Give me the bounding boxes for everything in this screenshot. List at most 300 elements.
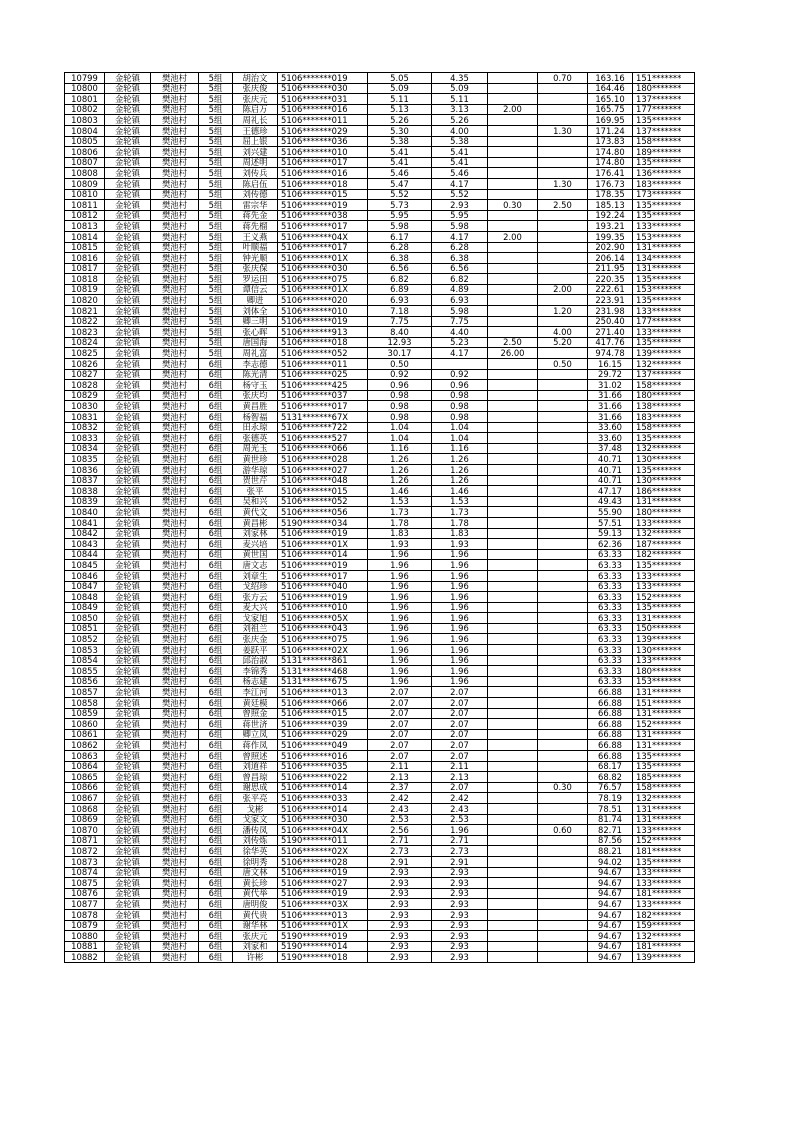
cell-area-a: 2.93 [432,941,488,952]
cell-group: 6组 [199,899,233,910]
cell-id-number: 5131*******468 [278,666,368,677]
cell-name: 周述明 [233,157,278,168]
cell-name: 屈上银 [233,136,278,147]
cell-area-a: 2.07 [432,719,488,730]
cell-town: 金轮镇 [105,729,151,740]
cell-town: 金轮镇 [105,125,151,136]
cell-area-c [538,189,588,200]
cell-id-number: 5190*******011 [278,835,368,846]
cell-name: 蒋先榴 [233,221,278,232]
cell-phone: 153******* [633,231,695,242]
cell-town: 金轮镇 [105,147,151,158]
cell-total-area: 0.98 [368,390,432,401]
table-row [65,178,695,189]
cell-phone: 180******* [633,666,695,677]
cell-name: 王德珍 [233,125,278,136]
cell-phone: 133******* [633,581,695,592]
cell-area-c [538,560,588,571]
cell-area-c [538,645,588,656]
table-row [65,517,695,528]
cell-phone: 137******* [633,369,695,380]
cell-row-number: 10811 [65,200,105,211]
cell-village: 樊池村 [151,560,199,571]
cell-phone: 139******* [633,348,695,359]
cell-area-a: 1.96 [432,634,488,645]
table-row [65,920,695,931]
cell-group: 6组 [199,920,233,931]
cell-total-area: 5.38 [368,136,432,147]
cell-village: 樊池村 [151,549,199,560]
cell-name: 雷宗华 [233,200,278,211]
cell-area-c [538,708,588,719]
cell-id-number: 5106*******01X [278,920,368,931]
cell-amount: 68.82 [588,772,633,783]
cell-name: 蒋先金 [233,210,278,221]
cell-row-number: 10834 [65,443,105,454]
cell-row-number: 10871 [65,835,105,846]
cell-amount: 417.76 [588,337,633,348]
cell-row-number: 10855 [65,666,105,677]
cell-total-area: 2.93 [368,867,432,878]
cell-row-number: 10861 [65,729,105,740]
cell-area-c: 1.20 [538,306,588,317]
cell-id-number: 5106*******038 [278,210,368,221]
cell-town: 金轮镇 [105,306,151,317]
cell-id-number: 5106*******017 [278,570,368,581]
cell-village: 樊池村 [151,878,199,889]
cell-id-number: 5106*******030 [278,83,368,94]
cell-amount: 171.24 [588,125,633,136]
cell-area-a: 5.11 [432,94,488,105]
cell-total-area: 2.37 [368,782,432,793]
cell-row-number: 10876 [65,888,105,899]
cell-name: 张平亮 [233,793,278,804]
cell-name: 卿三明 [233,316,278,327]
cell-row-number: 10879 [65,920,105,931]
cell-row-number: 10872 [65,846,105,857]
cell-phone: 130******* [633,645,695,656]
cell-row-number: 10854 [65,655,105,666]
cell-town: 金轮镇 [105,507,151,518]
cell-amount: 63.33 [588,634,633,645]
cell-area-a: 6.82 [432,274,488,285]
cell-town: 金轮镇 [105,920,151,931]
cell-row-number: 10828 [65,380,105,391]
cell-group: 6组 [199,592,233,603]
cell-group: 6组 [199,782,233,793]
cell-id-number: 5106*******01X [278,284,368,295]
cell-area-b [488,475,538,486]
cell-amount: 78.51 [588,803,633,814]
cell-town: 金轮镇 [105,793,151,804]
cell-total-area: 2.11 [368,761,432,772]
cell-area-a: 3.13 [432,104,488,115]
cell-name: 黄昌胜 [233,401,278,412]
cell-area-c [538,751,588,762]
cell-area-a: 2.91 [432,856,488,867]
cell-name: 周礼富 [233,348,278,359]
cell-name: 钟光顺 [233,253,278,264]
cell-row-number: 10803 [65,115,105,126]
cell-phone: 135******* [633,751,695,762]
cell-area-b [488,751,538,762]
cell-name: 潘传凤 [233,825,278,836]
cell-amount: 40.71 [588,454,633,465]
cell-phone: 151******* [633,73,695,84]
table-row [65,125,695,136]
cell-group: 6组 [199,634,233,645]
cell-village: 樊池村 [151,327,199,338]
cell-phone: 131******* [633,496,695,507]
cell-id-number: 5106*******015 [278,189,368,200]
cell-group: 5组 [199,73,233,84]
cell-village: 樊池村 [151,104,199,115]
cell-id-number: 5131*******861 [278,655,368,666]
cell-town: 金轮镇 [105,634,151,645]
cell-area-c: 0.30 [538,782,588,793]
cell-amount: 63.33 [588,560,633,571]
cell-name: 邱治淑 [233,655,278,666]
cell-area-a: 1.16 [432,443,488,454]
cell-area-c [538,676,588,687]
cell-name: 曾照金 [233,708,278,719]
cell-total-area: 2.93 [368,952,432,963]
cell-row-number: 10862 [65,740,105,751]
cell-town: 金轮镇 [105,549,151,560]
cell-row-number: 10841 [65,517,105,528]
cell-total-area: 2.93 [368,899,432,910]
cell-area-b [488,136,538,147]
cell-village: 樊池村 [151,73,199,84]
cell-area-c [538,899,588,910]
cell-name: 刘传德 [233,189,278,200]
cell-total-area: 1.16 [368,443,432,454]
cell-row-number: 10840 [65,507,105,518]
cell-area-a: 1.96 [432,549,488,560]
cell-town: 金轮镇 [105,443,151,454]
cell-town: 金轮镇 [105,104,151,115]
cell-area-a: 2.43 [432,803,488,814]
cell-area-a: 2.93 [432,200,488,211]
cell-total-area: 2.93 [368,878,432,889]
cell-area-c [538,570,588,581]
cell-row-number: 10850 [65,613,105,624]
cell-total-area: 30.17 [368,348,432,359]
cell-phone: 177******* [633,104,695,115]
table-row [65,306,695,317]
cell-town: 金轮镇 [105,221,151,232]
data-table [64,72,695,963]
cell-name: 张心晖 [233,327,278,338]
cell-total-area: 1.96 [368,676,432,687]
cell-area-c [538,221,588,232]
cell-group: 6组 [199,835,233,846]
cell-row-number: 10808 [65,168,105,179]
cell-name: 游华琼 [233,464,278,475]
cell-village: 樊池村 [151,380,199,391]
cell-id-number: 5106*******048 [278,475,368,486]
cell-amount: 94.67 [588,899,633,910]
cell-id-number: 5106*******527 [278,433,368,444]
cell-phone: 132******* [633,359,695,370]
cell-area-c [538,147,588,158]
cell-total-area: 2.07 [368,708,432,719]
cell-group: 5组 [199,306,233,317]
cell-area-a: 1.26 [432,464,488,475]
cell-row-number: 10816 [65,253,105,264]
cell-area-c [538,433,588,444]
cell-id-number: 5106*******049 [278,740,368,751]
cell-total-area: 1.96 [368,655,432,666]
cell-area-c [538,401,588,412]
cell-area-b [488,740,538,751]
cell-area-b [488,645,538,656]
table-row [65,581,695,592]
cell-area-c [538,623,588,634]
cell-village: 樊池村 [151,284,199,295]
cell-name: 胡治文 [233,73,278,84]
table-row [65,888,695,899]
table-row [65,941,695,952]
cell-total-area: 6.17 [368,231,432,242]
cell-phone: 152******* [633,835,695,846]
cell-total-area: 2.73 [368,846,432,857]
cell-phone: 137******* [633,94,695,105]
cell-area-a: 4.40 [432,327,488,338]
cell-area-a: 5.41 [432,157,488,168]
cell-name: 李锦秀 [233,666,278,677]
cell-phone: 135******* [633,200,695,211]
cell-id-number: 5106*******019 [278,888,368,899]
cell-id-number: 5131*******67X [278,412,368,423]
cell-name: 贺世芹 [233,475,278,486]
cell-area-a: 1.96 [432,613,488,624]
cell-phone: 182******* [633,909,695,920]
cell-id-number: 5106*******056 [278,507,368,518]
cell-total-area: 2.93 [368,941,432,952]
cell-area-b [488,803,538,814]
cell-group: 6组 [199,825,233,836]
cell-total-area: 2.56 [368,825,432,836]
table-row [65,253,695,264]
cell-amount: 63.33 [588,645,633,656]
cell-phone: 133******* [633,899,695,910]
cell-group: 6组 [199,931,233,942]
cell-group: 5组 [199,263,233,274]
cell-phone: 133******* [633,867,695,878]
cell-group: 6组 [199,613,233,624]
cell-id-number: 5106*******019 [278,73,368,84]
cell-area-b [488,581,538,592]
cell-phone: 136******* [633,168,695,179]
cell-town: 金轮镇 [105,581,151,592]
cell-total-area: 6.56 [368,263,432,274]
cell-group: 5组 [199,136,233,147]
cell-area-c: 5.20 [538,337,588,348]
cell-area-c [538,761,588,772]
cell-phone: 138******* [633,401,695,412]
cell-area-c [538,909,588,920]
cell-amount: 193.21 [588,221,633,232]
cell-area-b [488,634,538,645]
cell-area-c [538,952,588,963]
cell-area-b [488,306,538,317]
cell-village: 樊池村 [151,454,199,465]
cell-total-area: 1.96 [368,645,432,656]
cell-town: 金轮镇 [105,73,151,84]
cell-area-a: 7.75 [432,316,488,327]
cell-name: 刘兴建 [233,147,278,158]
cell-area-b [488,878,538,889]
cell-town: 金轮镇 [105,676,151,687]
cell-row-number: 10805 [65,136,105,147]
cell-id-number: 5106*******013 [278,909,368,920]
table-row [65,274,695,285]
cell-total-area: 2.07 [368,740,432,751]
cell-area-a: 2.07 [432,729,488,740]
cell-name: 陈启万 [233,104,278,115]
cell-group: 6组 [199,698,233,709]
cell-area-b [488,613,538,624]
cell-group: 6组 [199,464,233,475]
cell-area-b [488,623,538,634]
cell-name: 戈家旭 [233,613,278,624]
cell-area-a: 1.26 [432,454,488,465]
cell-amount: 68.17 [588,761,633,772]
cell-group: 5组 [199,94,233,105]
cell-area-b [488,443,538,454]
cell-area-c [538,454,588,465]
cell-row-number: 10819 [65,284,105,295]
cell-phone: 158******* [633,380,695,391]
cell-town: 金轮镇 [105,496,151,507]
cell-village: 樊池村 [151,645,199,656]
cell-area-c [538,931,588,942]
cell-amount: 63.33 [588,613,633,624]
cell-total-area: 2.53 [368,814,432,825]
cell-amount: 63.33 [588,570,633,581]
cell-area-c [538,920,588,931]
cell-name: 刘祖兰 [233,623,278,634]
cell-area-a: 0.98 [432,401,488,412]
cell-id-number: 5106*******014 [278,803,368,814]
cell-id-number: 5106*******037 [278,390,368,401]
cell-village: 樊池村 [151,856,199,867]
cell-name: 黄世珍 [233,454,278,465]
cell-name: 唐文志 [233,560,278,571]
cell-village: 樊池村 [151,517,199,528]
table-row [65,549,695,560]
cell-village: 樊池村 [151,221,199,232]
cell-area-c [538,210,588,221]
cell-row-number: 10804 [65,125,105,136]
cell-village: 樊池村 [151,602,199,613]
cell-amount: 63.33 [588,666,633,677]
cell-name: 田永琼 [233,422,278,433]
cell-name: 张庆元 [233,94,278,105]
cell-group: 5组 [199,189,233,200]
table-row [65,380,695,391]
cell-phone: 131******* [633,803,695,814]
cell-village: 樊池村 [151,359,199,370]
cell-town: 金轮镇 [105,274,151,285]
cell-area-a: 2.07 [432,708,488,719]
cell-village: 樊池村 [151,200,199,211]
cell-group: 5组 [199,348,233,359]
cell-id-number: 5106*******019 [278,316,368,327]
cell-amount: 176.73 [588,178,633,189]
cell-area-a: 2.93 [432,909,488,920]
cell-group: 5组 [199,295,233,306]
cell-group: 6组 [199,909,233,920]
cell-total-area: 7.75 [368,316,432,327]
cell-village: 樊池村 [151,528,199,539]
cell-town: 金轮镇 [105,878,151,889]
cell-name: 张庆均 [233,390,278,401]
cell-area-a: 1.96 [432,676,488,687]
cell-phone: 135******* [633,761,695,772]
cell-town: 金轮镇 [105,835,151,846]
cell-id-number: 5106*******017 [278,401,368,412]
cell-area-a: 0.96 [432,380,488,391]
cell-area-c [538,422,588,433]
cell-row-number: 10856 [65,676,105,687]
cell-group: 6组 [199,581,233,592]
cell-name: 杨志建 [233,676,278,687]
cell-area-a: 5.52 [432,189,488,200]
cell-total-area: 2.71 [368,835,432,846]
cell-area-a: 5.41 [432,147,488,158]
cell-area-a: 6.28 [432,242,488,253]
cell-village: 樊池村 [151,570,199,581]
cell-town: 金轮镇 [105,846,151,857]
cell-amount: 16.15 [588,359,633,370]
cell-row-number: 10864 [65,761,105,772]
cell-id-number: 5106*******010 [278,602,368,613]
table-row [65,803,695,814]
cell-phone: 185******* [633,772,695,783]
cell-phone: 183******* [633,178,695,189]
cell-town: 金轮镇 [105,189,151,200]
cell-group: 6组 [199,528,233,539]
cell-id-number: 5106*******066 [278,443,368,454]
cell-name: 张庆元 [233,931,278,942]
cell-row-number: 10851 [65,623,105,634]
cell-town: 金轮镇 [105,327,151,338]
cell-town: 金轮镇 [105,380,151,391]
cell-group: 6组 [199,761,233,772]
cell-phone: 135******* [633,337,695,348]
cell-row-number: 10847 [65,581,105,592]
cell-area-b [488,507,538,518]
cell-group: 6组 [199,570,233,581]
cell-area-c: 2.00 [538,284,588,295]
cell-area-c [538,729,588,740]
cell-group: 6组 [199,941,233,952]
cell-total-area: 1.78 [368,517,432,528]
cell-name: 罗运田 [233,274,278,285]
cell-id-number: 5106*******025 [278,369,368,380]
cell-village: 樊池村 [151,909,199,920]
cell-phone: 153******* [633,676,695,687]
cell-group: 6组 [199,793,233,804]
cell-area-c [538,846,588,857]
cell-row-number: 10800 [65,83,105,94]
cell-area-b [488,570,538,581]
cell-name: 卿进 [233,295,278,306]
cell-total-area: 2.07 [368,698,432,709]
cell-village: 樊池村 [151,761,199,772]
